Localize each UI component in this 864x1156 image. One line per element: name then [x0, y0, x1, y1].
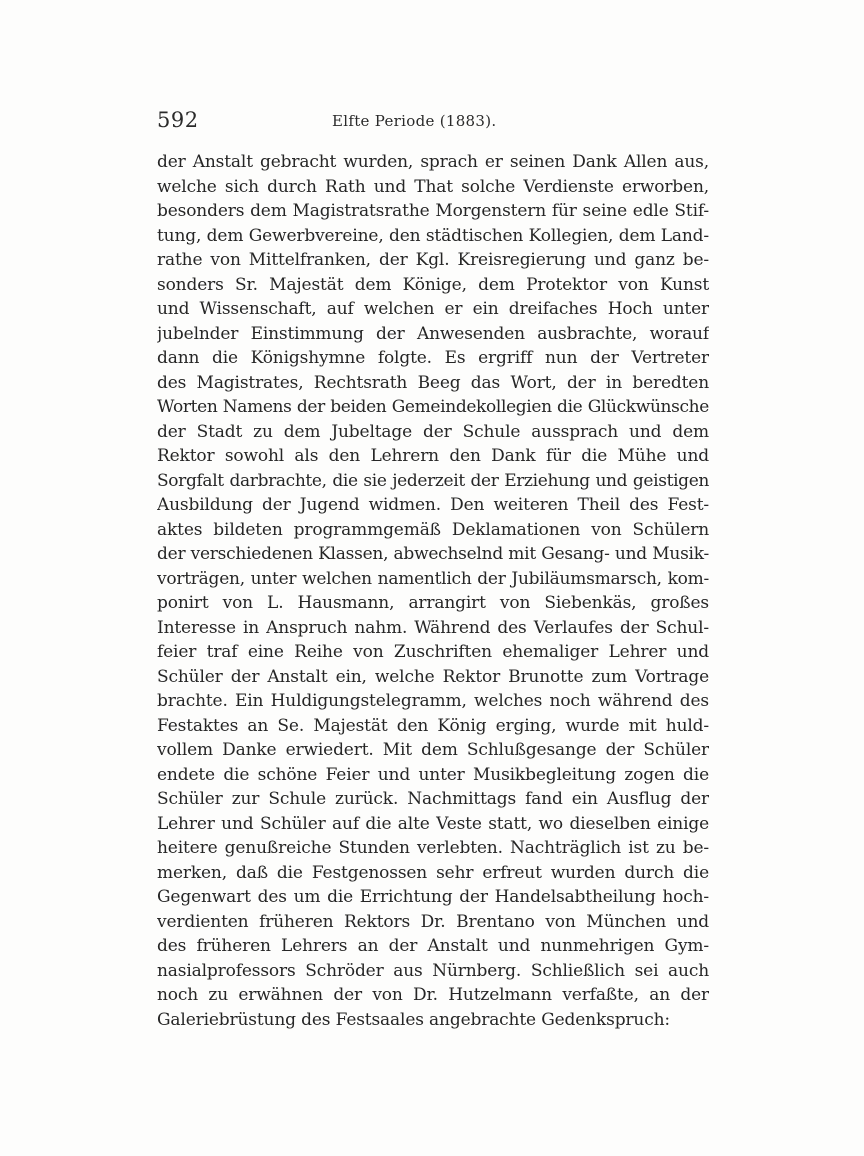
text-line: und Wissenschaft, auf welchen er ein dreifaches Hoch unter — [157, 299, 709, 319]
text-line: Rektor sowohl als den Lehrern den Dank für die Mühe und — [157, 446, 709, 466]
text-line: Schüler zur Schule zurück. Nachmittags fand ein Ausflug der — [157, 789, 709, 809]
body-text — [157, 150, 709, 1032]
text-line: besonders dem Magistratsrathe Morgenstern für seine edle Stif- — [157, 201, 709, 221]
page-number: 592 — [157, 108, 199, 132]
text-line: noch zu erwähnen der von Dr. Hutzelmann verfaßte, an der — [157, 985, 709, 1005]
text-line: Sorgfalt darbrachte, die sie jederzeit der Erziehung und geistigen — [157, 470, 709, 491]
text-line: rathe von Mittelfranken, der Kgl. Kreisregierung und ganz be- — [157, 250, 709, 270]
text-line: der Anstalt gebracht wurden, sprach er seinen Dank Allen aus, — [157, 152, 709, 172]
running-head: Elfte Periode (1883). — [332, 112, 497, 130]
text-line: Gegenwart des um die Errichtung der Handelsabtheilung hoch- — [157, 887, 709, 907]
text-line: tung, dem Gewerbvereine, den städtischen Kollegien, dem Land- — [157, 225, 709, 246]
text-line: vollem Danke erwiedert. Mit dem Schlußgesange der Schüler — [157, 740, 709, 760]
text-line: des Magistrates, Rechtsrath Beeg das Wort, der in beredten — [157, 372, 709, 393]
text-line: feier traf eine Reihe von Zuschriften ehemaliger Lehrer und — [157, 642, 709, 662]
text-line: welche sich durch Rath und That solche Verdienste erworben, — [157, 176, 709, 197]
text-line: Ausbildung der Jugend widmen. Den weiteren Theil des Fest- — [157, 495, 709, 515]
page-header — [157, 108, 709, 138]
text-line: endete die schöne Feier und unter Musikbegleitung zogen die — [157, 764, 709, 785]
text-line: der Stadt zu dem Jubeltage der Schule aussprach und dem — [157, 421, 709, 442]
text-line: Lehrer und Schüler auf die alte Veste statt, wo dieselben einige — [157, 813, 709, 834]
text-line: ponirt von L. Hausmann, arrangirt von Siebenkäs, großes — [157, 593, 709, 613]
text-line: Worten Namens der beiden Gemeindekollegien die Glückwünsche — [157, 397, 709, 417]
text-line: vorträgen, unter welchen namentlich der Jubiläumsmarsch, kom- — [157, 568, 709, 589]
text-line: jubelnder Einstimmung der Anwesenden ausbrachte, worauf — [157, 323, 709, 344]
text-line: des früheren Lehrers an der Anstalt und nunmehrigen Gym- — [157, 936, 709, 956]
text-line: verdienten früheren Rektors Dr. Brentano von München und — [157, 911, 709, 932]
text-line: Festaktes an Se. Majestät den König erging, wurde mit huld- — [157, 715, 709, 736]
text-line: heitere genußreiche Stunden verlebten. Nachträglich ist zu be- — [157, 838, 709, 858]
text-line: sonders Sr. Majestät dem Könige, dem Protektor von Kunst — [157, 274, 709, 295]
text-line: der verschiedenen Klassen, abwechselnd mit Gesang- und Musik- — [157, 544, 709, 564]
text-line: Galeriebrüstung des Festsaales angebrachte Gedenkspruch: — [157, 1009, 670, 1030]
text-line: dann die Königshymne folgte. Es ergriff nun der Vertreter — [157, 348, 709, 368]
text-line: brachte. Ein Huldigungstelegramm, welches noch während des — [157, 691, 709, 711]
text-line: Schüler der Anstalt ein, welche Rektor Brunotte zum Vortrage — [157, 666, 709, 687]
text-line: Interesse in Anspruch nahm. Während des Verlaufes der Schul- — [157, 617, 709, 638]
text-line: aktes bildeten programmgemäß Deklamationen von Schülern — [157, 519, 709, 540]
text-line: nasialprofessors Schröder aus Nürnberg. Schließlich sei auch — [157, 960, 709, 981]
text-line: merken, daß die Festgenossen sehr erfreut wurden durch die — [157, 862, 709, 883]
